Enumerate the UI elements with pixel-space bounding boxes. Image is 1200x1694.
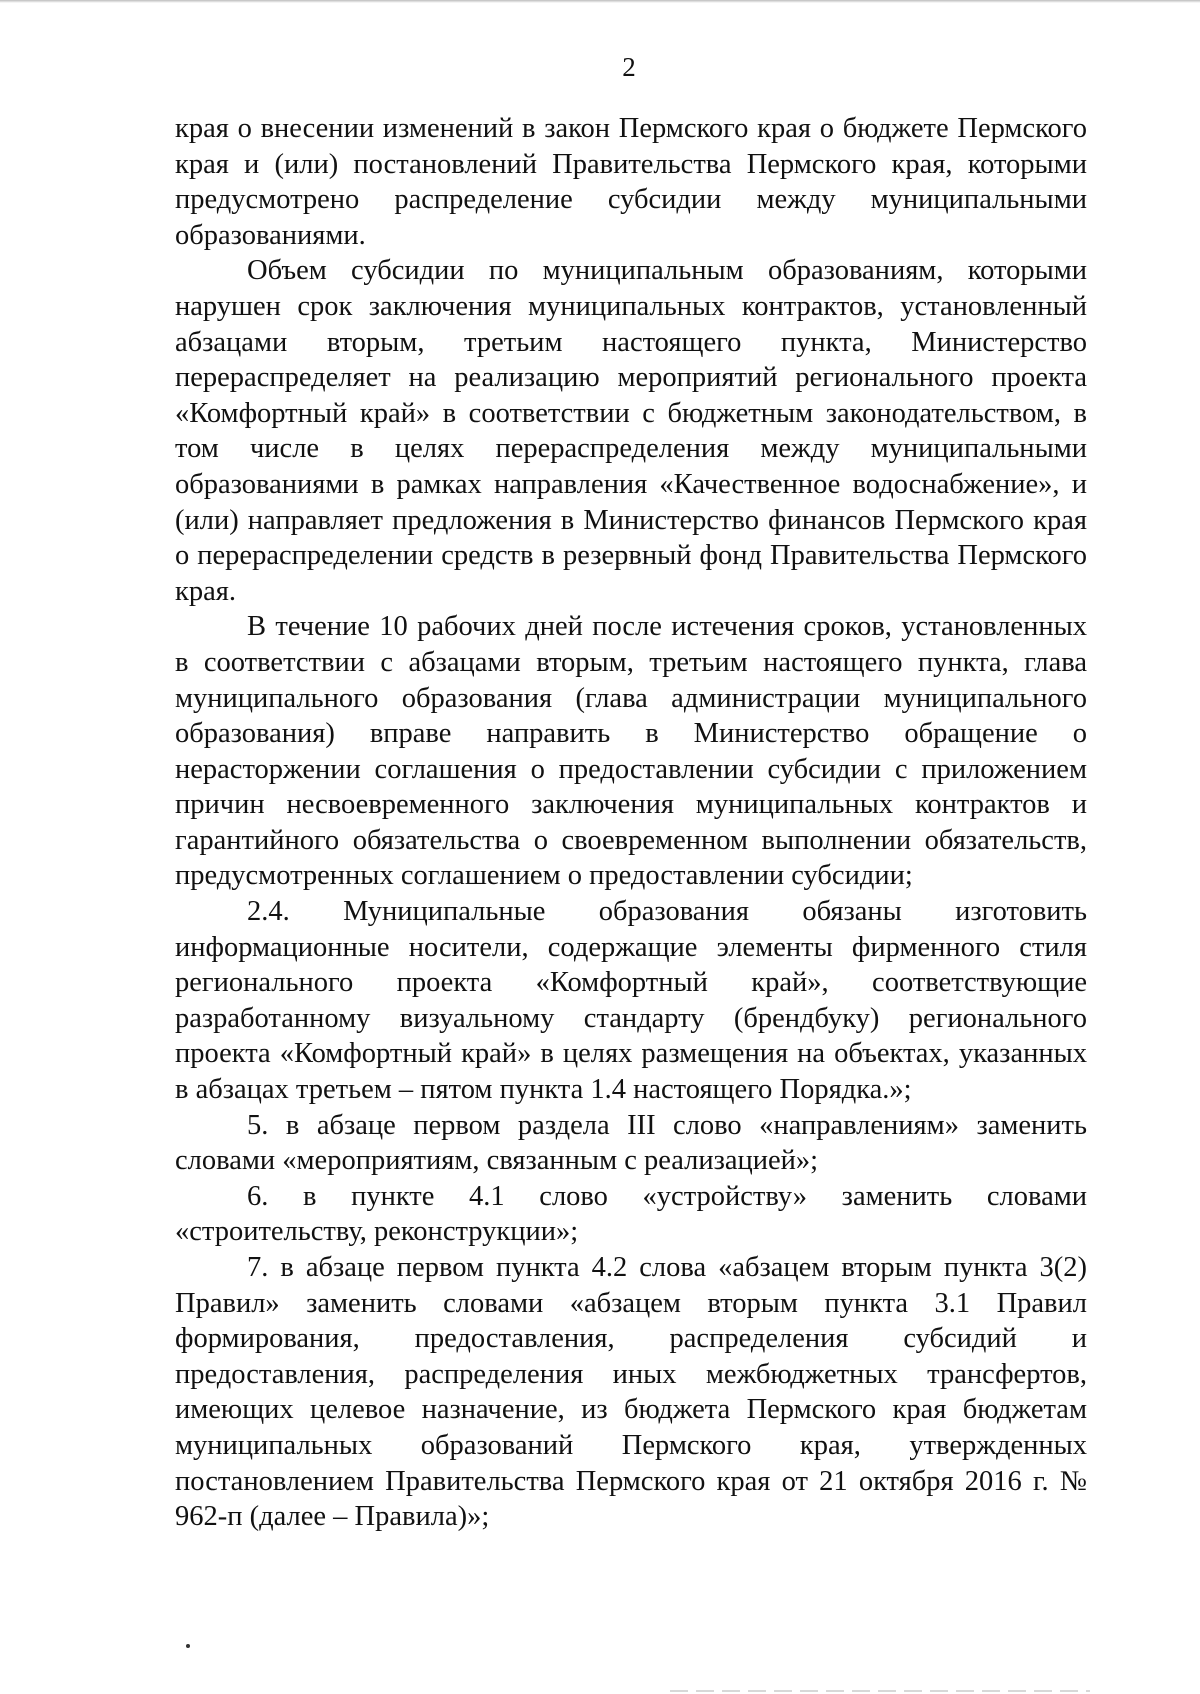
scan-speck xyxy=(186,1644,190,1648)
document-body xyxy=(175,111,1087,1535)
paragraph-item-5: 5. в абзаце первом раздела III слово «направлениям» заменить словами «мероприятиям, связанным с реализацией»; xyxy=(175,1109,1087,1177)
scan-bottom-edge xyxy=(670,1690,1090,1692)
page-number: 2 xyxy=(622,52,636,82)
paragraph-continuation: края о внесении изменений в закон Пермского края о бюджете Пермского края и (или) постановлений Правительства Пермского края, которыми предусмотрено распределение субсидии между муниципальными образованиями. xyxy=(175,113,1087,251)
paragraph-item-7: 7. в абзаце первом пункта 4.2 слова «абзацем вторым пункта 3(2) Правил» заменить словами «абзацем вторым пункта 3.1 Правил формирования, предоставления, распределения субсидий и предоставления, распределения иных межбюджетных трансфертов, имеющих целевое назначение, из бюджета Пермского края бюджетам муниципальных образований Пермского края, утвержденных постановлением Правительства Пермского края от 21 октября 2016 г. № 962-п (далее – Правила)»; xyxy=(175,1252,1087,1533)
paragraph-subsidy-volume: Объем субсидии по муниципальным образованиям, которыми нарушен срок заключения муниципальных контрактов, установленный абзацами вторым, третьим настоящего пункта, Министерство перераспределяет на реализацию мероприятий регионального проекта «Комфортный край» в соответствии с бюджетным законодательством, в том числе в целях перераспределения между муниципальными образованиями в рамках направления «Качественное водоснабжение», и (или) направляет предложения в Министерство финансов Пермского края о перераспределении средств в резервный фонд Правительства Пермского края. xyxy=(175,255,1087,607)
paragraph-item-6: 6. в пункте 4.1 слово «устройству» заменить словами «строительству, реконструкции»; xyxy=(175,1180,1087,1248)
paragraph-item-2-4: 2.4. Муниципальные образования обязаны изготовить информационные носители, содержащие элементы фирменного стиля регионального проекта «Комфортный край», соответствующие разработанному визуальному стандарту (брендбуку) регионального проекта «Комфортный край» в целях размещения на объектах, указанных в абзацах третьем – пятом пункта 1.4 настоящего Порядка.»; xyxy=(175,896,1087,1106)
scan-top-edge xyxy=(0,0,1200,3)
paragraph-ten-working-days: В течение 10 рабочих дней после истечения сроков, установленных в соответствии с абзацами вторым, третьим настоящего пункта, глава муниципального образования (глава администрации муниципального образования) вправе направить в Министерство обращение о нерасторжении соглашения о предоставлении субсидии с приложением причин несвоевременного заключения муниципальных контрактов и гарантийного обязательства о своевременном выполнении обязательств, предусмотренных соглашением о предоставлении субсидии; xyxy=(175,611,1087,892)
